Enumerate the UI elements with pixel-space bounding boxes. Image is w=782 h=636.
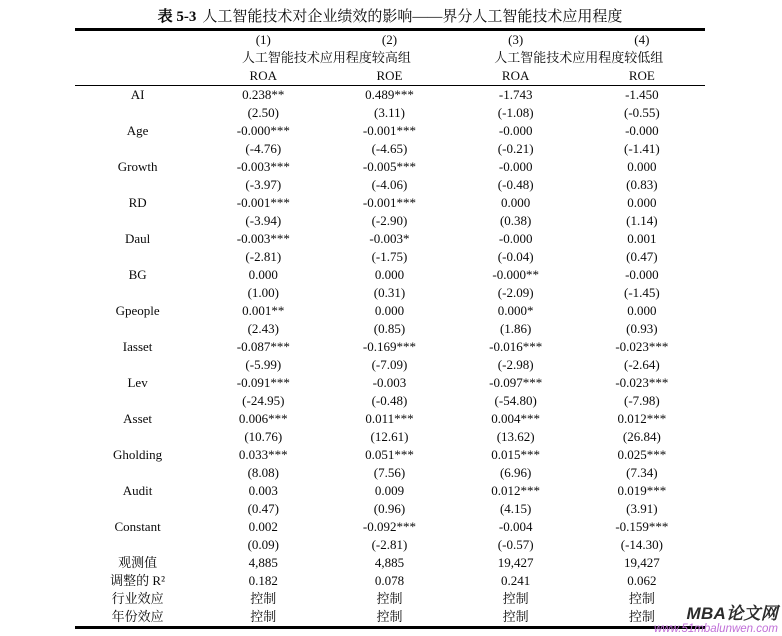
table-number: 表 5-3 — [157, 9, 197, 25]
summary-cell: 4,885 — [248, 555, 278, 570]
coefficient-cell: -0.169*** — [362, 339, 417, 354]
coefficient-row — [75, 122, 705, 140]
group-header-low: 人工智能技术应用程度较低组 — [494, 50, 664, 65]
tstat-cell: (-0.48) — [497, 177, 534, 192]
tstat-cell: (-4.65) — [371, 141, 408, 156]
summary-row — [75, 590, 705, 608]
coefficient-cell: -0.092*** — [362, 519, 417, 534]
summary-cell: 控制 — [250, 609, 277, 624]
summary-cell: 19,427 — [497, 555, 534, 570]
coefficient-cell: 0.238** — [242, 87, 285, 102]
header-empty-cell — [75, 30, 200, 50]
coefficient-cell: 0.003 — [248, 483, 278, 498]
tstat-cell: (-7.98) — [624, 393, 660, 408]
tstat-cell: (-5.99) — [245, 357, 282, 372]
summary-cell: 4,885 — [374, 555, 405, 570]
table-title-text: 人工智能技术对企业绩效的影响——界分人工智能技术应用程度 — [202, 9, 623, 25]
coefficient-cell: 0.000* — [497, 303, 534, 318]
tstat-cell: (7.56) — [373, 465, 406, 480]
row-label: Constant — [114, 519, 161, 534]
tstat-cell: (-3.94) — [245, 213, 282, 228]
row-label-empty — [75, 320, 200, 338]
coefficient-cell: 0.025*** — [617, 447, 667, 462]
tstat-cell: (-1.08) — [497, 105, 534, 120]
coefficient-cell: 0.015*** — [491, 447, 541, 462]
coefficient-cell: -0.091*** — [236, 375, 290, 390]
coefficient-cell: -0.005*** — [362, 159, 417, 174]
tstat-cell: (-4.76) — [245, 141, 282, 156]
header-empty-cell — [75, 67, 200, 86]
row-label-empty — [75, 212, 200, 230]
summary-cell: 控制 — [628, 609, 655, 624]
tstat-cell: (-1.41) — [624, 141, 660, 156]
tstat-cell: (0.83) — [626, 177, 658, 192]
tstat-cell: (1.86) — [499, 321, 532, 336]
tstat-cell: (0.85) — [373, 321, 406, 336]
tstat-cell: (4.15) — [499, 501, 532, 516]
tstat-cell: (-2.09) — [497, 285, 534, 300]
summary-row — [75, 554, 705, 572]
tstat-cell: (2.43) — [247, 321, 279, 336]
tstat-row — [75, 212, 705, 230]
measure-header: ROE — [326, 67, 452, 86]
row-label: Asset — [123, 411, 153, 426]
coefficient-row — [75, 518, 705, 536]
row-label: Gholding — [113, 447, 163, 462]
coefficient-cell: 0.006*** — [238, 411, 288, 426]
row-label: Daul — [124, 231, 151, 246]
regression-table — [75, 28, 705, 629]
column-number-row — [75, 30, 705, 50]
tstat-cell: (1.00) — [247, 285, 279, 300]
column-number: (3) — [508, 32, 524, 47]
summary-cell: 控制 — [376, 591, 403, 606]
coefficient-row — [75, 86, 705, 105]
coefficient-cell: -0.003* — [369, 231, 410, 246]
coefficient-cell: 0.004*** — [491, 411, 541, 426]
coefficient-cell: -0.000** — [492, 267, 539, 282]
tstat-row — [75, 104, 705, 122]
row-label: Gpeople — [115, 303, 160, 318]
row-label: Iasset — [122, 339, 153, 354]
tstat-cell: (-2.98) — [497, 357, 534, 372]
row-label: Age — [126, 123, 149, 138]
measure-header: ROA — [453, 67, 579, 86]
tstat-row — [75, 428, 705, 446]
tstat-cell: (3.11) — [374, 105, 405, 120]
row-label-empty — [75, 284, 200, 302]
header-empty-cell — [75, 49, 200, 67]
coefficient-cell: -0.000 — [498, 231, 533, 246]
watermark — [654, 604, 778, 636]
coefficient-cell: 0.000 — [374, 267, 405, 282]
coefficient-cell: -0.000*** — [236, 123, 290, 138]
summary-cell: 19,427 — [624, 555, 660, 570]
tstat-cell: (2.50) — [247, 105, 279, 120]
tstat-cell: (-14.30) — [620, 537, 663, 552]
row-label-empty — [75, 464, 200, 482]
column-number: (4) — [634, 32, 650, 47]
summary-label: 行业效应 — [111, 591, 164, 606]
tstat-cell: (-1.45) — [624, 285, 660, 300]
row-label-empty — [75, 392, 200, 410]
coefficient-cell: -0.004 — [498, 519, 533, 534]
summary-cell: 0.182 — [248, 573, 278, 588]
coefficient-row — [75, 266, 705, 284]
row-label: Lev — [127, 375, 148, 390]
tstat-row — [75, 284, 705, 302]
coefficient-cell: 0.489*** — [365, 87, 414, 102]
coefficient-cell: 0.033*** — [238, 447, 288, 462]
column-number: (2) — [381, 32, 398, 47]
tstat-cell: (-0.55) — [624, 105, 660, 120]
coefficient-cell: -0.000 — [625, 267, 659, 282]
coefficient-cell: -0.000 — [498, 123, 533, 138]
summary-label: 年份效应 — [111, 609, 164, 624]
tstat-cell: (-7.09) — [371, 357, 408, 372]
tstat-cell: (8.08) — [247, 465, 279, 480]
tstat-row — [75, 536, 705, 554]
row-label-empty — [75, 500, 200, 518]
tstat-cell: (3.91) — [626, 501, 658, 516]
coefficient-cell: -1.743 — [498, 87, 533, 102]
tstat-cell: (-2.64) — [624, 357, 660, 372]
tstat-cell: (-2.81) — [371, 537, 408, 552]
row-label-empty — [75, 356, 200, 374]
coefficient-cell: 0.000 — [248, 267, 278, 282]
tstat-cell: (-4.06) — [371, 177, 408, 192]
tstat-row — [75, 500, 705, 518]
coefficient-cell: 0.002 — [248, 519, 278, 534]
coefficient-cell: -0.003*** — [236, 231, 290, 246]
row-label-empty — [75, 248, 200, 266]
tstat-cell: (12.61) — [370, 429, 409, 444]
coefficient-cell: 0.000 — [374, 303, 405, 318]
tstat-cell: (-0.57) — [497, 537, 534, 552]
group-header-row — [75, 49, 705, 67]
coefficient-cell: -0.001*** — [236, 195, 290, 210]
summary-cell: 0.078 — [374, 573, 405, 588]
tstat-cell: (-24.95) — [242, 393, 285, 408]
tstat-row — [75, 320, 705, 338]
tstat-cell: (-2.90) — [371, 213, 408, 228]
tstat-cell: (0.09) — [247, 537, 279, 552]
summary-cell: 控制 — [376, 609, 403, 624]
coefficient-row — [75, 374, 705, 392]
coefficient-row — [75, 410, 705, 428]
coefficient-cell: 0.000 — [627, 159, 657, 174]
row-label: RD — [128, 195, 147, 210]
tstat-cell: (0.47) — [626, 249, 658, 264]
tstat-row — [75, 248, 705, 266]
coefficient-cell: -0.003 — [372, 375, 407, 390]
tstat-cell: (0.93) — [626, 321, 658, 336]
coefficient-cell: -0.001*** — [362, 123, 417, 138]
tstat-cell: (1.14) — [626, 213, 658, 228]
coefficient-row — [75, 338, 705, 356]
coefficient-cell: 0.000 — [627, 303, 657, 318]
tstat-cell: (13.62) — [496, 429, 535, 444]
group-header-high: 人工智能技术应用程度较高组 — [241, 50, 411, 65]
tstat-cell: (26.84) — [622, 429, 661, 444]
tstat-cell: (0.96) — [373, 501, 406, 516]
summary-cell: 控制 — [250, 591, 277, 606]
coefficient-cell: 0.001** — [242, 303, 285, 318]
tstat-cell: (0.38) — [499, 213, 532, 228]
coefficient-cell: -0.159*** — [615, 519, 669, 534]
tstat-cell: (6.96) — [499, 465, 532, 480]
coefficient-cell: -0.016*** — [489, 339, 543, 354]
row-label-empty — [75, 104, 200, 122]
coefficient-cell: -0.001*** — [362, 195, 417, 210]
row-label-empty — [75, 428, 200, 446]
row-label: Audit — [122, 483, 153, 498]
tstat-cell: (-54.80) — [494, 393, 537, 408]
coefficient-row — [75, 158, 705, 176]
tstat-cell: (10.76) — [244, 429, 283, 444]
row-label: AI — [130, 87, 145, 102]
tstat-cell: (-0.48) — [371, 393, 408, 408]
tstat-row — [75, 392, 705, 410]
table-body — [75, 86, 705, 628]
summary-label: 调整的 R² — [110, 573, 165, 588]
tstat-cell: (-0.21) — [497, 141, 534, 156]
tstat-row — [75, 464, 705, 482]
tstat-cell: (-3.97) — [245, 177, 282, 192]
tstat-cell: (0.47) — [247, 501, 279, 516]
coefficient-cell: 0.051*** — [365, 447, 414, 462]
tstat-cell: (0.31) — [373, 285, 406, 300]
coefficient-cell: -0.087*** — [236, 339, 290, 354]
coefficient-cell: 0.019*** — [617, 483, 667, 498]
coefficient-cell: -0.097*** — [489, 375, 543, 390]
coefficient-cell: 0.012*** — [491, 483, 541, 498]
row-label-empty — [75, 176, 200, 194]
tstat-cell: (-1.75) — [371, 249, 408, 264]
summary-cell: 控制 — [502, 609, 529, 624]
coefficient-row — [75, 482, 705, 500]
summary-cell: 控制 — [628, 591, 655, 606]
coefficient-row — [75, 446, 705, 464]
tstat-row — [75, 356, 705, 374]
coefficient-row — [75, 194, 705, 212]
summary-cell: 0.062 — [627, 573, 657, 588]
summary-cell: 0.241 — [501, 573, 531, 588]
coefficient-cell: 0.000 — [627, 195, 657, 210]
coefficient-cell: 0.001 — [627, 231, 657, 246]
measure-header: ROE — [579, 67, 705, 86]
coefficient-cell: -0.003*** — [236, 159, 290, 174]
coefficient-cell: -0.000 — [625, 123, 659, 138]
summary-label: 观测值 — [118, 555, 158, 570]
coefficient-cell: -0.023*** — [615, 339, 669, 354]
tstat-cell: (7.34) — [626, 465, 658, 480]
coefficient-cell: 0.009 — [374, 483, 405, 498]
tstat-row — [75, 140, 705, 158]
coefficient-row — [75, 230, 705, 248]
summary-cell: 控制 — [502, 591, 529, 606]
summary-row — [75, 572, 705, 590]
measure-header: ROA — [200, 67, 326, 86]
summary-row — [75, 608, 705, 628]
coefficient-cell: -1.450 — [625, 87, 659, 102]
measure-header-row — [75, 67, 705, 86]
coefficient-row — [75, 302, 705, 320]
row-label-empty — [75, 536, 200, 554]
coefficient-cell: 0.011*** — [365, 411, 414, 426]
column-number: (1) — [255, 32, 271, 47]
table-title — [75, 5, 705, 26]
row-label: Growth — [117, 159, 158, 174]
coefficient-cell: -0.023*** — [615, 375, 669, 390]
tstat-cell: (-0.04) — [497, 249, 534, 264]
row-label: BG — [128, 267, 147, 282]
coefficient-cell: 0.000 — [501, 195, 531, 210]
tstat-cell: (-2.81) — [245, 249, 282, 264]
watermark-url: www.51mbalunwen.com — [653, 623, 778, 635]
coefficient-cell: -0.000 — [498, 159, 533, 174]
tstat-row — [75, 176, 705, 194]
watermark-brand: MBA论文网 — [686, 604, 778, 623]
coefficient-cell: 0.012*** — [617, 411, 667, 426]
row-label-empty — [75, 140, 200, 158]
